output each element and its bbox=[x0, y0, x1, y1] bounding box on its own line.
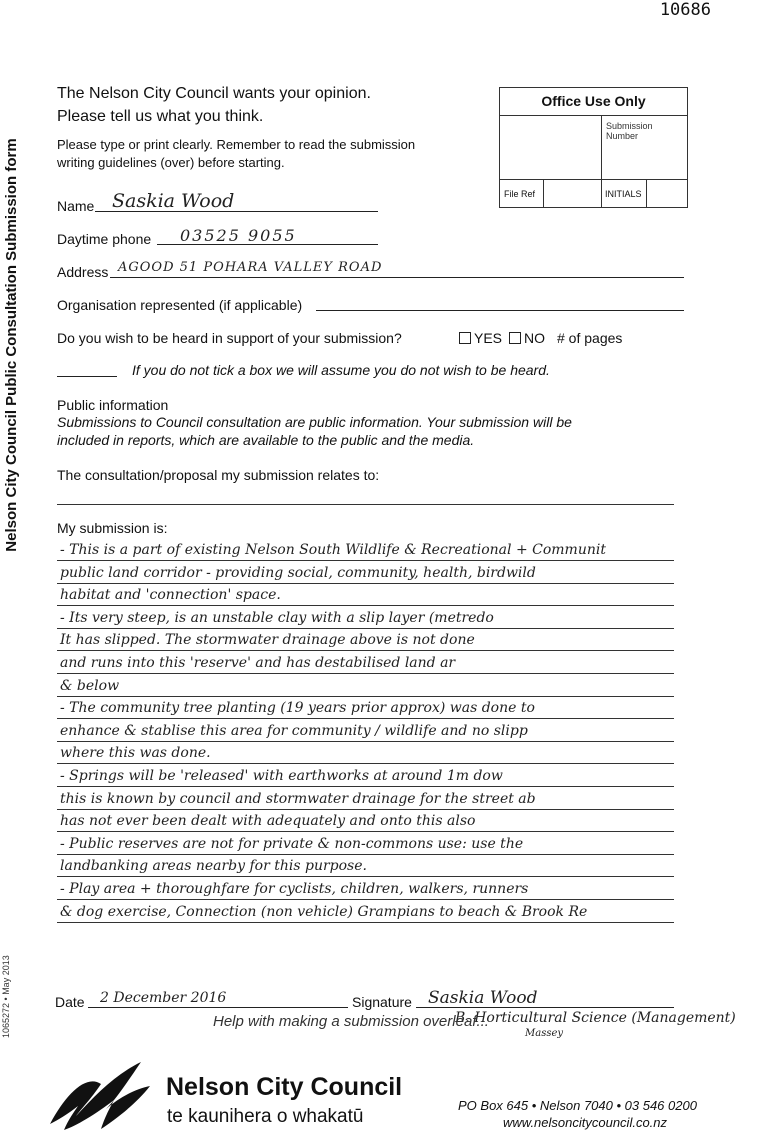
address-value: AGOOD 51 POHARA VALLEY ROAD bbox=[118, 260, 383, 275]
submission-line: has not ever been dealt with adequately and onto this also bbox=[60, 813, 476, 829]
no-label: NO bbox=[524, 330, 545, 346]
submission-rule-line bbox=[57, 650, 674, 651]
submission-rule-line bbox=[57, 696, 674, 697]
council-logo-icon bbox=[46, 1054, 156, 1134]
footer-website[interactable]: www.nelsoncitycouncil.co.nz bbox=[503, 1115, 668, 1130]
yes-label: YES bbox=[474, 330, 503, 346]
initials-label: INITIALS bbox=[605, 189, 642, 199]
org-label: Organisation represented (if applicable) bbox=[57, 297, 303, 313]
yes-checkbox[interactable] bbox=[459, 332, 471, 344]
submission-line: - Play area + thoroughfare for cyclists, children, walkers, runners bbox=[60, 881, 529, 897]
no-tick-note: If you do not tick a box we will assume you do not wish to be heard. bbox=[132, 362, 550, 378]
yes-option[interactable] bbox=[459, 329, 502, 347]
submission-line: habitat and 'connection' space. bbox=[60, 587, 281, 603]
public-info-line-2: included in reports, which are available to the public and the media. bbox=[57, 432, 475, 448]
phone-label: Daytime phone bbox=[57, 231, 152, 247]
submission-line: where this was done. bbox=[60, 745, 211, 761]
submission-line: & dog exercise, Connection (non vehicle) Grampians to beach & Brook Re bbox=[60, 904, 588, 920]
phone-value: 03525 9055 bbox=[180, 226, 297, 245]
instructions-line-1: Please type or print clearly. Remember to read the submission bbox=[57, 137, 416, 152]
submission-rule-line bbox=[57, 831, 674, 832]
file-ref-label: File Ref bbox=[504, 189, 536, 199]
pages-count-field[interactable] bbox=[57, 376, 117, 377]
submission-line: public land corridor - providing social, community, health, birdwild bbox=[60, 565, 536, 581]
pages-label: # of pages bbox=[557, 330, 623, 346]
submission-rule-line bbox=[57, 583, 674, 584]
submission-rule-line bbox=[57, 809, 674, 810]
heard-question: Do you wish to be heard in support of your submission? bbox=[57, 330, 402, 346]
header-line-1: The Nelson City Council wants your opinion. bbox=[57, 85, 371, 102]
submission-line: & below bbox=[60, 678, 120, 694]
submission-rule-line bbox=[57, 628, 674, 629]
submission-label: My submission is: bbox=[57, 520, 168, 536]
submission-rule-line bbox=[57, 605, 674, 606]
signature-label: Signature bbox=[352, 994, 412, 1010]
submission-rule-line bbox=[57, 854, 674, 855]
name-label: Name bbox=[57, 198, 95, 214]
org-field[interactable] bbox=[316, 310, 684, 311]
office-use-box bbox=[499, 87, 688, 208]
submission-line: - Springs will be 'released' with earthworks at around 1m dow bbox=[60, 768, 503, 784]
submission-rule-line bbox=[57, 922, 674, 923]
submission-line: this is known by council and stormwater drainage for the street ab bbox=[60, 791, 536, 807]
submission-rule-line bbox=[57, 741, 674, 742]
submission-rule-line bbox=[57, 718, 674, 719]
header-line-2: Please tell us what you think. bbox=[57, 108, 264, 125]
form-code: 1065272 • May 2013 bbox=[1, 955, 11, 1038]
submission-line: - Public reserves are not for private & non-commons use: use the bbox=[60, 836, 524, 852]
submission-rule-line bbox=[57, 786, 674, 787]
signature-note-2: Massey bbox=[525, 1028, 564, 1039]
address-field[interactable] bbox=[110, 277, 684, 278]
date-value: 2 December 2016 bbox=[100, 990, 227, 1006]
date-label: Date bbox=[55, 994, 85, 1010]
date-field[interactable] bbox=[88, 1007, 348, 1008]
submission-line: and runs into this 'reserve' and has destabilised land ar bbox=[60, 655, 456, 671]
submission-line: - Its very steep, is an unstable clay with a slip layer (metredo bbox=[60, 610, 494, 626]
signature-value: Saskia Wood bbox=[428, 988, 538, 1008]
consultation-label: The consultation/proposal my submission relates to: bbox=[57, 467, 380, 483]
office-use-title: Office Use Only bbox=[500, 88, 687, 116]
side-title: Nelson City Council Public Consultation Submission form bbox=[3, 138, 20, 552]
address-label: Address bbox=[57, 264, 109, 280]
submission-line: - This is a part of existing Nelson South Wildlife & Recreational + Communit bbox=[60, 542, 606, 558]
submission-line: landbanking areas nearby for this purpose. bbox=[60, 858, 367, 874]
public-info-title: Public information bbox=[57, 397, 169, 413]
footer-maori-name: te kaunihera o whakatū bbox=[167, 1106, 364, 1127]
submission-rule-line bbox=[57, 876, 674, 877]
public-info-line-1: Submissions to Council consultation are public information. Your submission will be bbox=[57, 414, 572, 430]
instructions-line-2: writing guidelines (over) before starting. bbox=[57, 155, 285, 170]
submission-rule-line bbox=[57, 560, 674, 561]
overleaf-note: Help with making a submission overleaf... bbox=[213, 1013, 489, 1030]
submission-rule-line bbox=[57, 899, 674, 900]
no-option[interactable] bbox=[509, 329, 545, 347]
submission-line: enhance & stablise this area for community / wildlife and no slipp bbox=[60, 723, 528, 739]
consultation-field[interactable] bbox=[57, 504, 674, 505]
submission-line: - The community tree planting (19 years prior approx) was done to bbox=[60, 700, 535, 716]
footer-address: PO Box 645 • Nelson 7040 • 03 546 0200 bbox=[458, 1098, 697, 1113]
submission-number-label: Submission Number bbox=[606, 121, 653, 141]
document-number: 10686 bbox=[659, 0, 711, 20]
submission-rule-line bbox=[57, 763, 674, 764]
submission-rule-line bbox=[57, 673, 674, 674]
no-checkbox[interactable] bbox=[509, 332, 521, 344]
name-value: Saskia Wood bbox=[112, 190, 235, 212]
submission-line: It has slipped. The stormwater drainage above is not done bbox=[60, 632, 475, 648]
signature-note: B. Horticultural Science (Management) bbox=[455, 1010, 736, 1026]
footer-org-name: Nelson City Council bbox=[166, 1073, 403, 1101]
